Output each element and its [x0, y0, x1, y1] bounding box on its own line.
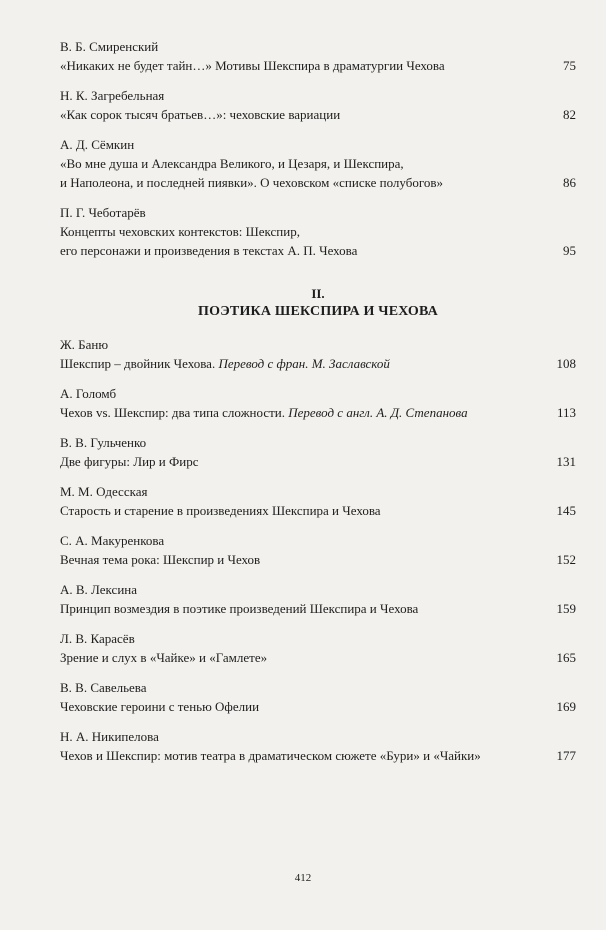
- entry-page-number: 159: [556, 601, 576, 616]
- toc-entry: [60, 678, 576, 716]
- entry-author: Н. А. Никипелова: [60, 729, 159, 744]
- toc-entry: [60, 629, 576, 667]
- entry-title-row: [60, 403, 576, 422]
- toc-entry: [60, 37, 576, 75]
- toc-entry: [60, 580, 576, 618]
- toc-entry: [60, 433, 576, 471]
- entry-title-row: [60, 241, 576, 260]
- entry-title-line: [60, 452, 199, 471]
- entry-title-text: Чеховские героини с тенью Офелии: [60, 699, 260, 714]
- entry-title-row: [60, 105, 576, 124]
- entry-page-number: 108: [556, 356, 576, 371]
- entry-title-text: Шекспир – двойник Чехова.: [60, 356, 216, 371]
- entry-page-number: 113: [556, 405, 576, 420]
- entry-page-number: 152: [556, 552, 576, 567]
- entry-title-text: Чехов и Шекспир: мотив театра в драматическом сюжете «Бури» и «Чайки»: [60, 748, 481, 763]
- entry-title-row: [60, 746, 576, 765]
- entry-page-number: 82: [563, 107, 576, 122]
- entry-title-line: [60, 697, 259, 716]
- entry-title-row: [60, 501, 576, 520]
- entry-title-row: [60, 697, 576, 716]
- entry-title-row: [60, 452, 576, 471]
- entry-author: В. В. Гульченко: [60, 435, 147, 450]
- entry-page-number: 86: [563, 175, 576, 190]
- entry-author: П. Г. Чеботарёв: [60, 205, 146, 220]
- entry-author: М. М. Одесская: [60, 484, 148, 499]
- toc-entry: [60, 482, 576, 520]
- entry-author: В. Б. Смиренский: [60, 39, 159, 54]
- entry-title-row: [60, 550, 576, 569]
- section-heading: [60, 285, 576, 321]
- entry-page-number: 95: [563, 243, 576, 258]
- toc-list-bottom: [60, 335, 576, 765]
- entry-title-row: [60, 599, 576, 618]
- entry-title-text: Две фигуры: Лир и Фирс: [60, 454, 199, 469]
- entry-title-row: [60, 173, 576, 192]
- entry-title-row: [60, 648, 576, 667]
- entry-title-line: Концепты чеховских контекстов: Шекспир,: [60, 224, 300, 239]
- entry-translator-note: Перевод с англ. А. Д. Степанова: [288, 405, 468, 420]
- entry-title-text: и Наполеона, и последней пиявки». О чеховском «списке полубогов»: [60, 175, 443, 190]
- section-number: II.: [311, 286, 325, 301]
- toc-entry: [60, 86, 576, 124]
- toc-entry: [60, 384, 576, 422]
- entry-title-text: «Никаких не будет тайн…» Мотивы Шекспира в драматургии Чехова: [60, 58, 445, 73]
- entry-title-text: «Как сорок тысяч братьев…»: чеховские вариации: [60, 107, 341, 122]
- toc-entry: [60, 531, 576, 569]
- entry-title-line: [60, 354, 390, 373]
- entry-author: А. Д. Сёмкин: [60, 137, 135, 152]
- entry-title-row: [60, 56, 576, 75]
- entry-author: Н. К. Загребельная: [60, 88, 165, 103]
- entry-page-number: 131: [556, 454, 576, 469]
- entry-title-text: Чехов vs. Шекспир: два типа сложности.: [60, 405, 285, 420]
- entry-author: Л. В. Карасёв: [60, 631, 135, 646]
- section-title: ПОЭТИКА ШЕКСПИРА И ЧЕХОВА: [198, 304, 438, 319]
- toc-list-top: [60, 37, 576, 260]
- entry-title-line: [60, 599, 418, 618]
- entry-title-line: [60, 241, 357, 260]
- entry-author: А. Голомб: [60, 386, 117, 401]
- entry-title-line: [60, 105, 340, 124]
- entry-page-number: 145: [556, 503, 576, 518]
- toc-entry: [60, 203, 576, 260]
- entry-title-text: Принцип возмездия в поэтике произведений Шекспира и Чехова: [60, 601, 419, 616]
- entry-title-text: Старость и старение в произведениях Шекспира и Чехова: [60, 503, 381, 518]
- entry-page-number: 75: [563, 58, 576, 73]
- entry-author: Ж. Баню: [60, 337, 109, 352]
- entry-title-line: «Во мне душа и Александра Великого, и Цезаря, и Шекспира,: [60, 156, 404, 171]
- toc-entry: [60, 727, 576, 765]
- entry-author: С. А. Макуренкова: [60, 533, 165, 548]
- entry-title-text: Зрение и слух в «Чайке» и «Гамлете»: [60, 650, 268, 665]
- entry-title-line: [60, 501, 381, 520]
- entry-title-line: [60, 403, 468, 422]
- table-of-contents: [60, 37, 576, 776]
- entry-title-text: Вечная тема рока: Шекспир и Чехов: [60, 552, 261, 567]
- entry-title-line: [60, 173, 443, 192]
- toc-entry: [60, 135, 576, 192]
- entry-title-row: [60, 354, 576, 373]
- entry-page-number: 177: [556, 748, 576, 763]
- page-number: 412: [294, 872, 312, 884]
- entry-page-number: 169: [556, 699, 576, 714]
- entry-title-text: его персонажи и произведения в текстах А. П. Чехова: [60, 243, 358, 258]
- entry-author: В. В. Савельева: [60, 680, 147, 695]
- entry-title-line: [60, 746, 481, 765]
- entry-title-line: [60, 56, 445, 75]
- entry-author: А. В. Лексина: [60, 582, 138, 597]
- entry-title-line: [60, 648, 267, 667]
- toc-entry: [60, 335, 576, 373]
- entry-title-line: [60, 550, 260, 569]
- entry-page-number: 165: [556, 650, 576, 665]
- entry-translator-note: Перевод с фран. М. Заславской: [218, 356, 390, 371]
